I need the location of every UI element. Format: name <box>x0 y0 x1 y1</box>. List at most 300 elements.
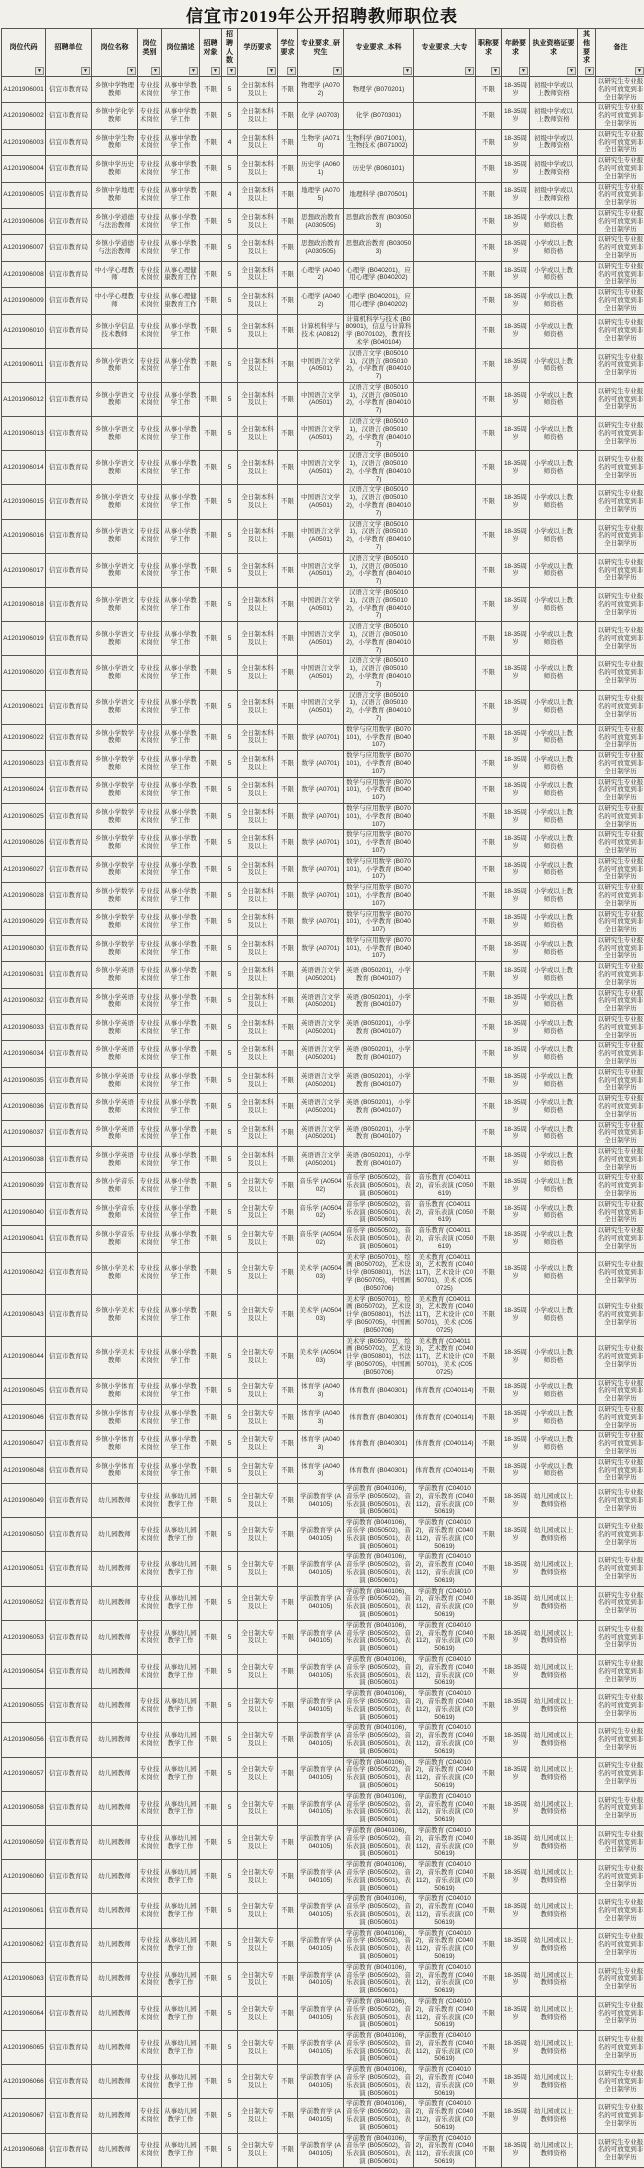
cell-major_college: 学前教育 (C040102)，音乐教育 (C040112)，音乐表演 (C050619) <box>414 1825 476 1859</box>
cell-name: 乡镇小学语文教师 <box>92 417 138 451</box>
cell-code: A1201906051 <box>2 1552 46 1586</box>
cell-name: 乡镇小学体育教师 <box>92 1404 138 1430</box>
cell-target: 不限 <box>200 1457 222 1483</box>
cell-age: 18-35周岁 <box>502 1825 530 1859</box>
filter-dropdown-button[interactable]: ▼ <box>81 67 90 75</box>
cell-degree: 不限 <box>278 1173 298 1199</box>
filter-dropdown-button[interactable]: ▼ <box>567 67 576 75</box>
cell-cert: 小学或以上教师资格 <box>530 1378 578 1404</box>
cell-major_bachelor: 音乐学 (B050502)，音乐表演 (B050501)，表演 (B050601) <box>344 1173 414 1199</box>
cell-title_req: 不限 <box>476 1518 502 1552</box>
cell-unit: 信宜市教育局 <box>46 1294 92 1336</box>
cell-degree: 不限 <box>278 1336 298 1378</box>
cell-other <box>578 1199 596 1225</box>
cell-unit: 信宜市教育局 <box>46 1173 92 1199</box>
cell-cert: 小学或以上教师资格 <box>530 988 578 1014</box>
cell-other <box>578 235 596 261</box>
cell-edu: 全日制大专及以上 <box>238 1825 278 1859</box>
cell-major_grad: 美术学 (A050403) <box>298 1336 344 1378</box>
table-row <box>2 588 644 622</box>
cell-edu: 全日制大专及以上 <box>238 1620 278 1654</box>
cell-title_req: 不限 <box>476 1723 502 1757</box>
cell-other <box>578 1860 596 1894</box>
table-row <box>2 382 644 416</box>
cell-count: 5 <box>222 1015 238 1041</box>
cell-count: 5 <box>222 1928 238 1962</box>
cell-count: 5 <box>222 2065 238 2099</box>
column-header-label: 专业要求_本科 <box>356 44 402 51</box>
cell-unit: 信宜市教育局 <box>46 1757 92 1791</box>
cell-code: A1201906030 <box>2 935 46 961</box>
cell-category: 专业技术岗位 <box>138 803 162 829</box>
cell-title_req: 不限 <box>476 909 502 935</box>
cell-title_req: 不限 <box>476 751 502 777</box>
cell-degree: 不限 <box>278 588 298 622</box>
cell-age: 18-35周岁 <box>502 1518 530 1552</box>
cell-title_req: 不限 <box>476 1689 502 1723</box>
table-row <box>2 935 644 961</box>
cell-target: 不限 <box>200 103 222 129</box>
cell-unit: 信宜市教育局 <box>46 451 92 485</box>
cell-cert: 小学或以上教师资格 <box>530 909 578 935</box>
cell-other <box>578 1015 596 1041</box>
cell-degree: 不限 <box>278 751 298 777</box>
cell-remark: 以研究生专业报名的可放宽到非全日制学历 <box>596 2065 644 2099</box>
cell-major_college: 体育教育 (C040114) <box>414 1457 476 1483</box>
cell-desc: 从事小学教学工作 <box>162 1120 200 1146</box>
cell-edu: 全日制本科及以上 <box>238 553 278 587</box>
cell-major_bachelor: 学前教育 (B040106)，音乐学 (B050502)，音乐表演 (B050501)，表演 (B050601) <box>344 1825 414 1859</box>
cell-title_req: 不限 <box>476 1928 502 1962</box>
cell-major_grad: 学前教育学 (A040105) <box>298 1586 344 1620</box>
table-row <box>2 1252 644 1294</box>
cell-cert: 幼儿园或以上教师资格 <box>530 2133 578 2167</box>
cell-edu: 全日制本科及以上 <box>238 656 278 690</box>
filter-dropdown-button[interactable]: ▼ <box>287 67 296 75</box>
cell-unit: 信宜市教育局 <box>46 1336 92 1378</box>
table-row <box>2 208 644 234</box>
cell-age: 18-35周岁 <box>502 1094 530 1120</box>
filter-dropdown-button[interactable]: ▼ <box>189 67 198 75</box>
filter-dropdown-button[interactable]: ▼ <box>519 67 528 75</box>
cell-degree: 不限 <box>278 1120 298 1146</box>
cell-name: 乡镇小学体育教师 <box>92 1457 138 1483</box>
table-row <box>2 856 644 882</box>
cell-title_req: 不限 <box>476 1484 502 1518</box>
cell-other <box>578 1404 596 1430</box>
cell-count: 5 <box>222 1457 238 1483</box>
cell-major_bachelor: 心理学 (B040201)，应用心理学 (B040202) <box>344 288 414 314</box>
cell-major_college <box>414 382 476 416</box>
cell-degree: 不限 <box>278 1294 298 1336</box>
table-row <box>2 803 644 829</box>
cell-major_grad: 学前教育学 (A040105) <box>298 1757 344 1791</box>
cell-major_grad: 数学 (A0701) <box>298 883 344 909</box>
cell-title_req: 不限 <box>476 1094 502 1120</box>
cell-major_grad: 学前教育学 (A040105) <box>298 1894 344 1928</box>
cell-edu: 全日制本科及以上 <box>238 382 278 416</box>
cell-age: 18-35周岁 <box>502 909 530 935</box>
filter-dropdown-button[interactable]: ▼ <box>333 67 342 75</box>
cell-degree: 不限 <box>278 935 298 961</box>
cell-major_college: 学前教育 (C040102)，音乐教育 (C040112)，音乐表演 (C050619) <box>414 1723 476 1757</box>
cell-title_req: 不限 <box>476 208 502 234</box>
table-row <box>2 1757 644 1791</box>
cell-name: 乡镇小学语文教师 <box>92 622 138 656</box>
table-row <box>2 1067 644 1093</box>
cell-remark: 以研究生专业报名的可放宽到非全日制学历 <box>596 1655 644 1689</box>
cell-target: 不限 <box>200 1962 222 1996</box>
cell-code: A1201906057 <box>2 1757 46 1791</box>
cell-remark: 以研究生专业报名的可放宽到非全日制学历 <box>596 485 644 519</box>
cell-target: 不限 <box>200 622 222 656</box>
cell-edu: 全日制本科及以上 <box>238 1015 278 1041</box>
cell-age: 18-35周岁 <box>502 1378 530 1404</box>
cell-target: 不限 <box>200 883 222 909</box>
cell-remark: 以研究生专业报名的可放宽到非全日制学历 <box>596 1757 644 1791</box>
cell-name: 乡镇小学语文教师 <box>92 348 138 382</box>
cell-title_req: 不限 <box>476 1962 502 1996</box>
cell-name: 乡镇小学音乐教师 <box>92 1173 138 1199</box>
cell-other <box>578 1336 596 1378</box>
cell-title_req: 不限 <box>476 382 502 416</box>
cell-target: 不限 <box>200 235 222 261</box>
cell-major_bachelor: 汉语言文学 (B050101)，汉语言 (B050102)，小学教育 (B040107) <box>344 553 414 587</box>
cell-count: 5 <box>222 1252 238 1294</box>
cell-remark: 以研究生专业报名的可放宽到非全日制学历 <box>596 2031 644 2065</box>
cell-name: 乡镇小学数学教师 <box>92 724 138 750</box>
cell-age: 18-35周岁 <box>502 156 530 182</box>
cell-edu: 全日制本科及以上 <box>238 909 278 935</box>
cell-major_grad: 体育学 (A0403) <box>298 1404 344 1430</box>
filter-dropdown-button[interactable]: ▼ <box>635 67 644 75</box>
cell-name: 幼儿园教师 <box>92 1655 138 1689</box>
table-row <box>2 261 644 287</box>
cell-major_bachelor: 美术学 (B050701)，绘画 (B050702)，艺术设计学 (B050801)，书法学 (B050705)，中国画 (B050706) <box>344 1294 414 1336</box>
cell-desc: 从事幼儿园教学工作 <box>162 1518 200 1552</box>
cell-edu: 全日制本科及以上 <box>238 314 278 348</box>
column-header-count <box>222 29 238 77</box>
cell-unit: 信宜市教育局 <box>46 1928 92 1962</box>
cell-cert: 幼儿园或以上教师资格 <box>530 1825 578 1859</box>
cell-unit: 信宜市教育局 <box>46 129 92 155</box>
cell-major_grad: 数学 (A0701) <box>298 777 344 803</box>
cell-major_college <box>414 803 476 829</box>
cell-edu: 全日制本科及以上 <box>238 235 278 261</box>
cell-degree: 不限 <box>278 2099 298 2133</box>
cell-target: 不限 <box>200 1173 222 1199</box>
cell-cert: 幼儿园或以上教师资格 <box>530 1484 578 1518</box>
cell-remark: 以研究生专业报名的可放宽到非全日制学历 <box>596 1199 644 1225</box>
cell-remark: 以研究生专业报名的可放宽到非全日制学历 <box>596 988 644 1014</box>
cell-remark: 以研究生专业报名的可放宽到非全日制学历 <box>596 1252 644 1294</box>
cell-remark: 以研究生专业报名的可放宽到非全日制学历 <box>596 1723 644 1757</box>
filter-dropdown-button[interactable]: ▼ <box>151 67 160 75</box>
cell-code: A1201906020 <box>2 656 46 690</box>
cell-major_bachelor: 学前教育 (B040106)，音乐学 (B050502)，音乐表演 (B050501)，表演 (B050601) <box>344 1552 414 1586</box>
cell-major_grad: 生物学 (A0710) <box>298 129 344 155</box>
cell-target: 不限 <box>200 1894 222 1928</box>
cell-desc: 从事幼儿园教学工作 <box>162 1552 200 1586</box>
table-row <box>2 656 644 690</box>
cell-desc: 从事中学教学工作 <box>162 182 200 208</box>
cell-other <box>578 883 596 909</box>
cell-major_bachelor: 英语 (B050201)，小学教育 (B040107) <box>344 1067 414 1093</box>
cell-major_bachelor: 学前教育 (B040106)，音乐学 (B050502)，音乐表演 (B050501)，表演 (B050601) <box>344 1757 414 1791</box>
cell-count: 5 <box>222 656 238 690</box>
cell-cert: 小学或以上教师资格 <box>530 1067 578 1093</box>
cell-age: 18-35周岁 <box>502 622 530 656</box>
cell-major_bachelor: 思想政治教育 (B030503) <box>344 235 414 261</box>
column-header-label: 岗位名称 <box>101 44 129 51</box>
filter-dropdown-button[interactable]: ▼ <box>211 67 220 75</box>
cell-major_bachelor: 学前教育 (B040106)，音乐学 (B050502)，音乐表演 (B050501)，表演 (B050601) <box>344 1518 414 1552</box>
cell-degree: 不限 <box>278 1457 298 1483</box>
cell-name: 乡镇小学数学教师 <box>92 777 138 803</box>
cell-unit: 信宜市教育局 <box>46 1825 92 1859</box>
cell-major_college <box>414 1147 476 1173</box>
cell-unit: 信宜市教育局 <box>46 1620 92 1654</box>
table-row <box>2 1457 644 1483</box>
cell-remark: 以研究生专业报名的可放宽到非全日制学历 <box>596 1928 644 1962</box>
cell-count: 5 <box>222 988 238 1014</box>
cell-age: 18-35周岁 <box>502 103 530 129</box>
table-row <box>2 129 644 155</box>
cell-name: 乡镇小学音乐教师 <box>92 1226 138 1252</box>
cell-major_bachelor: 数学与应用数学 (B070101)，小学教育 (B040107) <box>344 803 414 829</box>
cell-cert: 小学或以上教师资格 <box>530 622 578 656</box>
table-row <box>2 1226 644 1252</box>
cell-unit: 信宜市教育局 <box>46 1996 92 2030</box>
filter-dropdown-button[interactable]: ▼ <box>35 67 44 75</box>
cell-remark: 以研究生专业报名的可放宽到非全日制学历 <box>596 1067 644 1093</box>
cell-cert: 小学或以上教师资格 <box>530 1094 578 1120</box>
table-row <box>2 1041 644 1067</box>
cell-name: 乡镇小学数学教师 <box>92 751 138 777</box>
cell-code: A1201906068 <box>2 2133 46 2167</box>
cell-major_grad: 英语语言文学 (A050201) <box>298 1015 344 1041</box>
cell-age: 18-35周岁 <box>502 656 530 690</box>
cell-degree: 不限 <box>278 1723 298 1757</box>
cell-category: 专业技术岗位 <box>138 1586 162 1620</box>
cell-target: 不限 <box>200 909 222 935</box>
cell-desc: 从事小学教学工作 <box>162 1226 200 1252</box>
cell-degree: 不限 <box>278 909 298 935</box>
cell-name: 幼儿园教师 <box>92 1723 138 1757</box>
cell-degree: 不限 <box>278 288 298 314</box>
filter-dropdown-button[interactable]: ▼ <box>127 67 136 75</box>
cell-code: A1201906045 <box>2 1378 46 1404</box>
filter-dropdown-button[interactable]: ▼ <box>267 67 276 75</box>
cell-unit: 信宜市教育局 <box>46 314 92 348</box>
cell-unit: 信宜市教育局 <box>46 1094 92 1120</box>
cell-cert: 小学或以上教师资格 <box>530 288 578 314</box>
cell-code: A1201906006 <box>2 208 46 234</box>
cell-degree: 不限 <box>278 103 298 129</box>
cell-desc: 从事小学教学工作 <box>162 1173 200 1199</box>
cell-cert: 小学或以上教师资格 <box>530 1226 578 1252</box>
cell-count: 5 <box>222 1147 238 1173</box>
cell-major_college <box>414 156 476 182</box>
cell-other <box>578 1457 596 1483</box>
cell-major_college <box>414 856 476 882</box>
cell-remark: 以研究生专业报名的可放宽到非全日制学历 <box>596 235 644 261</box>
cell-count: 5 <box>222 261 238 287</box>
cell-desc: 从事小学教学工作 <box>162 656 200 690</box>
cell-remark: 以研究生专业报名的可放宽到非全日制学历 <box>596 1962 644 1996</box>
cell-degree: 不限 <box>278 1655 298 1689</box>
cell-age: 18-35周岁 <box>502 962 530 988</box>
cell-target: 不限 <box>200 588 222 622</box>
cell-target: 不限 <box>200 988 222 1014</box>
cell-remark: 以研究生专业报名的可放宽到非全日制学历 <box>596 1484 644 1518</box>
cell-code: A1201906046 <box>2 1404 46 1430</box>
cell-major_college <box>414 451 476 485</box>
cell-count: 5 <box>222 1723 238 1757</box>
cell-title_req: 不限 <box>476 962 502 988</box>
filter-dropdown-button[interactable]: ▼ <box>585 67 594 75</box>
cell-edu: 全日制大专及以上 <box>238 1757 278 1791</box>
cell-desc: 从事中学教学工作 <box>162 77 200 103</box>
filter-dropdown-button[interactable]: ▼ <box>465 67 474 75</box>
table-header-row <box>2 29 644 77</box>
cell-other <box>578 1094 596 1120</box>
cell-count: 5 <box>222 830 238 856</box>
cell-other <box>578 1791 596 1825</box>
cell-category: 专业技术岗位 <box>138 856 162 882</box>
cell-unit: 信宜市教育局 <box>46 1518 92 1552</box>
cell-unit: 信宜市教育局 <box>46 2031 92 2065</box>
cell-remark: 以研究生专业报名的可放宽到非全日制学历 <box>596 1404 644 1430</box>
cell-name: 幼儿园教师 <box>92 1860 138 1894</box>
cell-age: 18-35周岁 <box>502 2099 530 2133</box>
cell-category: 专业技术岗位 <box>138 724 162 750</box>
cell-cert: 小学或以上教师资格 <box>530 382 578 416</box>
cell-major_college: 学前教育 (C040102)，音乐教育 (C040112)，音乐表演 (C050619) <box>414 2133 476 2167</box>
cell-major_college <box>414 519 476 553</box>
cell-remark: 以研究生专业报名的可放宽到非全日制学历 <box>596 656 644 690</box>
cell-desc: 从事小学教学工作 <box>162 519 200 553</box>
cell-edu: 全日制本科及以上 <box>238 856 278 882</box>
cell-degree: 不限 <box>278 553 298 587</box>
cell-category: 专业技术岗位 <box>138 777 162 803</box>
cell-target: 不限 <box>200 1226 222 1252</box>
cell-major_college: 学前教育 (C040102)，音乐教育 (C040112)，音乐表演 (C050619) <box>414 1655 476 1689</box>
cell-unit: 信宜市教育局 <box>46 1791 92 1825</box>
cell-major_grad: 物理学 (A0702) <box>298 77 344 103</box>
cell-major_college <box>414 103 476 129</box>
cell-name: 乡镇小学美术教师 <box>92 1336 138 1378</box>
cell-unit: 信宜市教育局 <box>46 103 92 129</box>
cell-target: 不限 <box>200 1041 222 1067</box>
cell-degree: 不限 <box>278 1518 298 1552</box>
cell-degree: 不限 <box>278 1041 298 1067</box>
filter-dropdown-button[interactable]: ▼ <box>227 67 236 75</box>
cell-remark: 以研究生专业报名的可放宽到非全日制学历 <box>596 1825 644 1859</box>
cell-name: 幼儿园教师 <box>92 1894 138 1928</box>
cell-major_college <box>414 622 476 656</box>
cell-degree: 不限 <box>278 1894 298 1928</box>
cell-edu: 全日制本科及以上 <box>238 288 278 314</box>
cell-desc: 从事小学教学工作 <box>162 485 200 519</box>
cell-age: 18-35周岁 <box>502 883 530 909</box>
cell-count: 5 <box>222 1996 238 2030</box>
cell-target: 不限 <box>200 2099 222 2133</box>
cell-degree: 不限 <box>278 208 298 234</box>
cell-unit: 信宜市教育局 <box>46 724 92 750</box>
cell-age: 18-35周岁 <box>502 417 530 451</box>
cell-count: 5 <box>222 690 238 724</box>
cell-major_bachelor: 学前教育 (B040106)，音乐学 (B050502)，音乐表演 (B050501)，表演 (B050601) <box>344 2099 414 2133</box>
cell-target: 不限 <box>200 77 222 103</box>
cell-unit: 信宜市教育局 <box>46 553 92 587</box>
cell-desc: 从事小学教学工作 <box>162 348 200 382</box>
cell-category: 专业技术岗位 <box>138 988 162 1014</box>
cell-unit: 信宜市教育局 <box>46 182 92 208</box>
cell-count: 5 <box>222 1825 238 1859</box>
cell-remark: 以研究生专业报名的可放宽到非全日制学历 <box>596 690 644 724</box>
cell-desc: 从事小学教学工作 <box>162 1336 200 1378</box>
cell-target: 不限 <box>200 519 222 553</box>
cell-desc: 从事小学教学工作 <box>162 1067 200 1093</box>
cell-name: 乡镇中学化学教师 <box>92 103 138 129</box>
filter-dropdown-button[interactable]: ▼ <box>403 67 412 75</box>
cell-major_grad: 中国语言文学 (A0501) <box>298 690 344 724</box>
cell-code: A1201906036 <box>2 1094 46 1120</box>
cell-edu: 全日制大专及以上 <box>238 1336 278 1378</box>
cell-name: 乡镇小学数学教师 <box>92 935 138 961</box>
cell-title_req: 不限 <box>476 1120 502 1146</box>
cell-major_bachelor: 数学与应用数学 (B070101)，小学教育 (B040107) <box>344 856 414 882</box>
cell-count: 5 <box>222 553 238 587</box>
cell-cert: 小学或以上教师资格 <box>530 724 578 750</box>
cell-title_req: 不限 <box>476 156 502 182</box>
cell-count: 5 <box>222 2099 238 2133</box>
cell-count: 5 <box>222 1655 238 1689</box>
cell-major_bachelor: 体育教育 (B040301) <box>344 1378 414 1404</box>
cell-target: 不限 <box>200 1120 222 1146</box>
cell-major_bachelor: 汉语言文学 (B050101)，汉语言 (B050102)，小学教育 (B040107) <box>344 382 414 416</box>
cell-unit: 信宜市教育局 <box>46 348 92 382</box>
cell-count: 5 <box>222 1860 238 1894</box>
cell-code: A1201906002 <box>2 103 46 129</box>
cell-name: 乡镇小学数学教师 <box>92 856 138 882</box>
cell-title_req: 不限 <box>476 1586 502 1620</box>
cell-code: A1201906005 <box>2 182 46 208</box>
cell-count: 5 <box>222 77 238 103</box>
cell-title_req: 不限 <box>476 1226 502 1252</box>
cell-title_req: 不限 <box>476 1894 502 1928</box>
cell-category: 专业技术岗位 <box>138 182 162 208</box>
cell-age: 18-35周岁 <box>502 1294 530 1336</box>
cell-category: 专业技术岗位 <box>138 1199 162 1225</box>
cell-major_grad: 心理学 (A0402) <box>298 261 344 287</box>
cell-cert: 幼儿园或以上教师资格 <box>530 2065 578 2099</box>
cell-code: A1201906060 <box>2 1860 46 1894</box>
table-row <box>2 1723 644 1757</box>
cell-category: 专业技术岗位 <box>138 1173 162 1199</box>
cell-age: 18-35周岁 <box>502 724 530 750</box>
cell-desc: 从事幼儿园教学工作 <box>162 1962 200 1996</box>
cell-unit: 信宜市教育局 <box>46 2133 92 2167</box>
filter-dropdown-button[interactable]: ▼ <box>491 67 500 75</box>
cell-desc: 从事幼儿园教学工作 <box>162 2133 200 2167</box>
cell-age: 18-35周岁 <box>502 288 530 314</box>
cell-title_req: 不限 <box>476 1294 502 1336</box>
cell-count: 5 <box>222 1894 238 1928</box>
table-row <box>2 690 644 724</box>
cell-major_grad: 美术学 (A050403) <box>298 1252 344 1294</box>
